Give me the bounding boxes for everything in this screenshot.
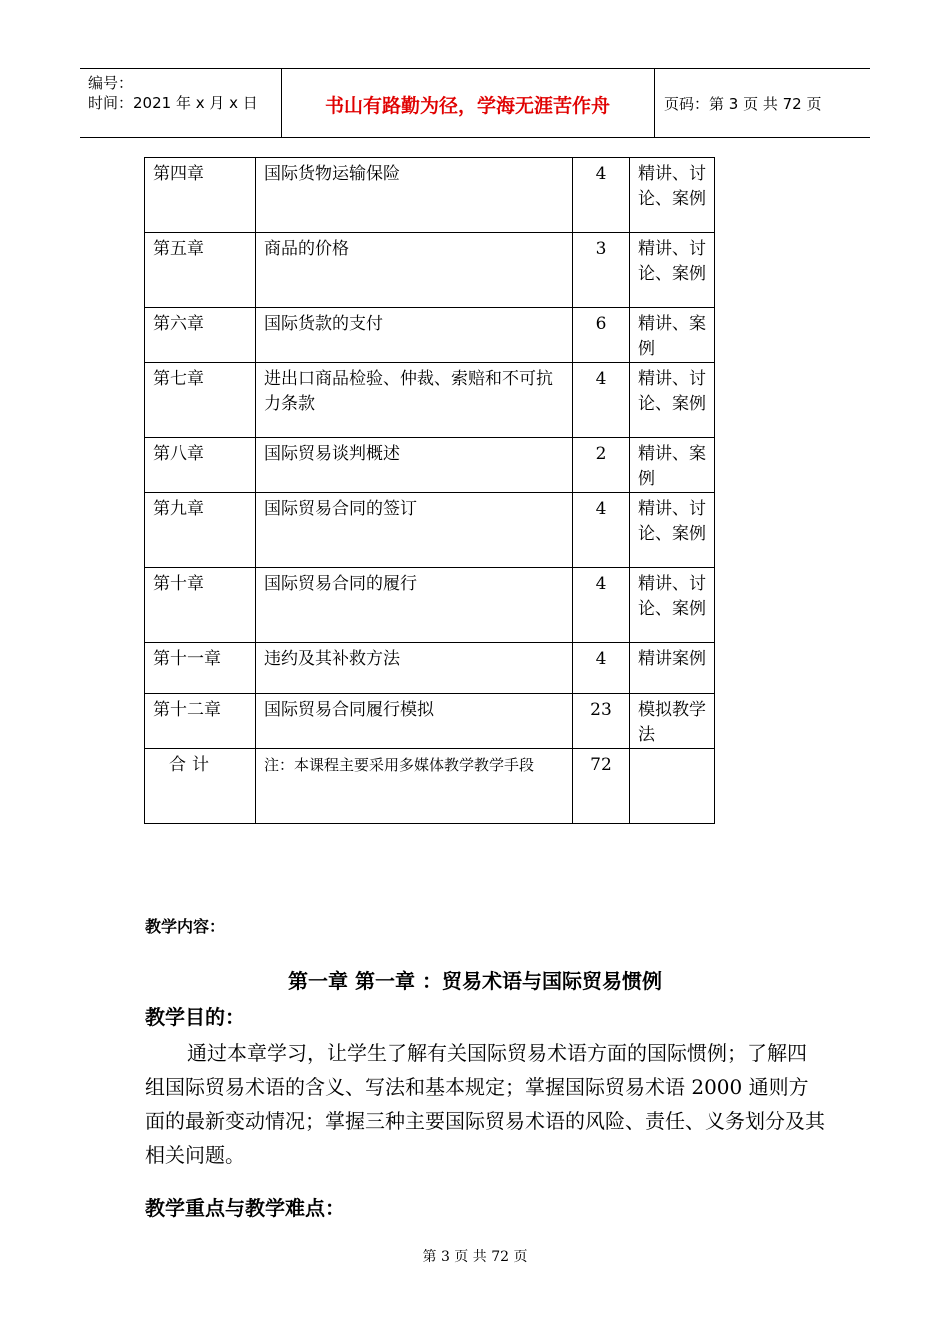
header-meta — [88, 73, 258, 113]
topic-cell: 进出口商品检验、仲裁、索赔和不可抗力条款 — [256, 363, 573, 438]
table-row — [145, 308, 715, 363]
hours-cell: 6 — [573, 308, 630, 363]
section-label: 教学内容： — [145, 917, 226, 936]
method-cell: 精讲、讨论、案例 — [630, 493, 715, 568]
hours-cell: 23 — [573, 694, 630, 749]
total-method-cell — [630, 749, 715, 824]
header-page-label: 页码：第 3 页 共 72 页 — [664, 95, 822, 113]
total-label-cell: 合计 — [145, 749, 256, 824]
table-row — [145, 233, 715, 308]
table-row — [145, 438, 715, 493]
chapter-cell: 第十章 — [145, 568, 256, 643]
chapter-cell: 第十一章 — [145, 643, 256, 694]
hours-cell: 4 — [573, 568, 630, 643]
method-cell: 精讲案例 — [630, 643, 715, 694]
chapter-cell: 第四章 — [145, 158, 256, 233]
table-row — [145, 643, 715, 694]
chapter-cell: 第九章 — [145, 493, 256, 568]
chapter-cell: 第六章 — [145, 308, 256, 363]
topic-cell: 国际贸易合同履行模拟 — [256, 694, 573, 749]
topic-cell: 国际货款的支付 — [256, 308, 573, 363]
topic-cell: 商品的价格 — [256, 233, 573, 308]
method-cell: 精讲、讨论、案例 — [630, 158, 715, 233]
hours-cell: 4 — [573, 643, 630, 694]
topic-cell: 国际贸易合同的履行 — [256, 568, 573, 643]
chapter-cell: 第五章 — [145, 233, 256, 308]
chapter-cell: 第十二章 — [145, 694, 256, 749]
header-divider — [654, 69, 655, 137]
hours-cell: 2 — [573, 438, 630, 493]
chapter-cell: 第七章 — [145, 363, 256, 438]
hours-cell: 3 — [573, 233, 630, 308]
table-row — [145, 493, 715, 568]
hours-cell: 4 — [573, 363, 630, 438]
topic-cell: 国际贸易谈判概述 — [256, 438, 573, 493]
goal-heading: 教学目的： — [145, 1005, 245, 1029]
table-row-total — [145, 749, 715, 824]
number-label: 编号： — [88, 74, 134, 92]
time-label: 时间：2021 年 x 月 x 日 — [88, 94, 258, 112]
method-cell: 精讲、案例 — [630, 308, 715, 363]
method-cell: 精讲、讨论、案例 — [630, 568, 715, 643]
topic-cell: 国际贸易合同的签订 — [256, 493, 573, 568]
document-header — [80, 68, 870, 138]
hours-cell: 4 — [573, 493, 630, 568]
goal-paragraph: 通过本章学习，让学生了解有关国际贸易术语方面的国际惯例；了解四组国际贸易术语的含义、写法和基本规定；掌握国际贸易术语 2000 通则方面的最新变动情况；掌握三种主要国际贸易术语的风险、责任、义务划分及其相关问题。 — [145, 1041, 825, 1167]
motto: 书山有路勤为径，学海无涯苦作舟 — [324, 95, 610, 117]
method-cell: 精讲、讨论、案例 — [630, 363, 715, 438]
chapter-title: 第一章 第一章 ：贸易术语与国际贸易惯例 — [288, 969, 662, 993]
method-cell: 模拟教学法 — [630, 694, 715, 749]
syllabus-table — [144, 157, 715, 824]
method-cell: 精讲、讨论、案例 — [630, 233, 715, 308]
table-row — [145, 694, 715, 749]
key-points-heading: 教学重点与教学难点： — [145, 1196, 345, 1220]
table-row — [145, 158, 715, 233]
table-row — [145, 363, 715, 438]
note-cell: 注：本课程主要采用多媒体教学教学手段 — [256, 749, 573, 824]
total-hours-cell: 72 — [573, 749, 630, 824]
table-row — [145, 568, 715, 643]
page-footer: 第 3 页 共 72 页 — [422, 1249, 528, 1265]
topic-cell: 国际货物运输保险 — [256, 158, 573, 233]
hours-cell: 4 — [573, 158, 630, 233]
chapter-cell: 第八章 — [145, 438, 256, 493]
method-cell: 精讲、案例 — [630, 438, 715, 493]
topic-cell: 违约及其补救方法 — [256, 643, 573, 694]
